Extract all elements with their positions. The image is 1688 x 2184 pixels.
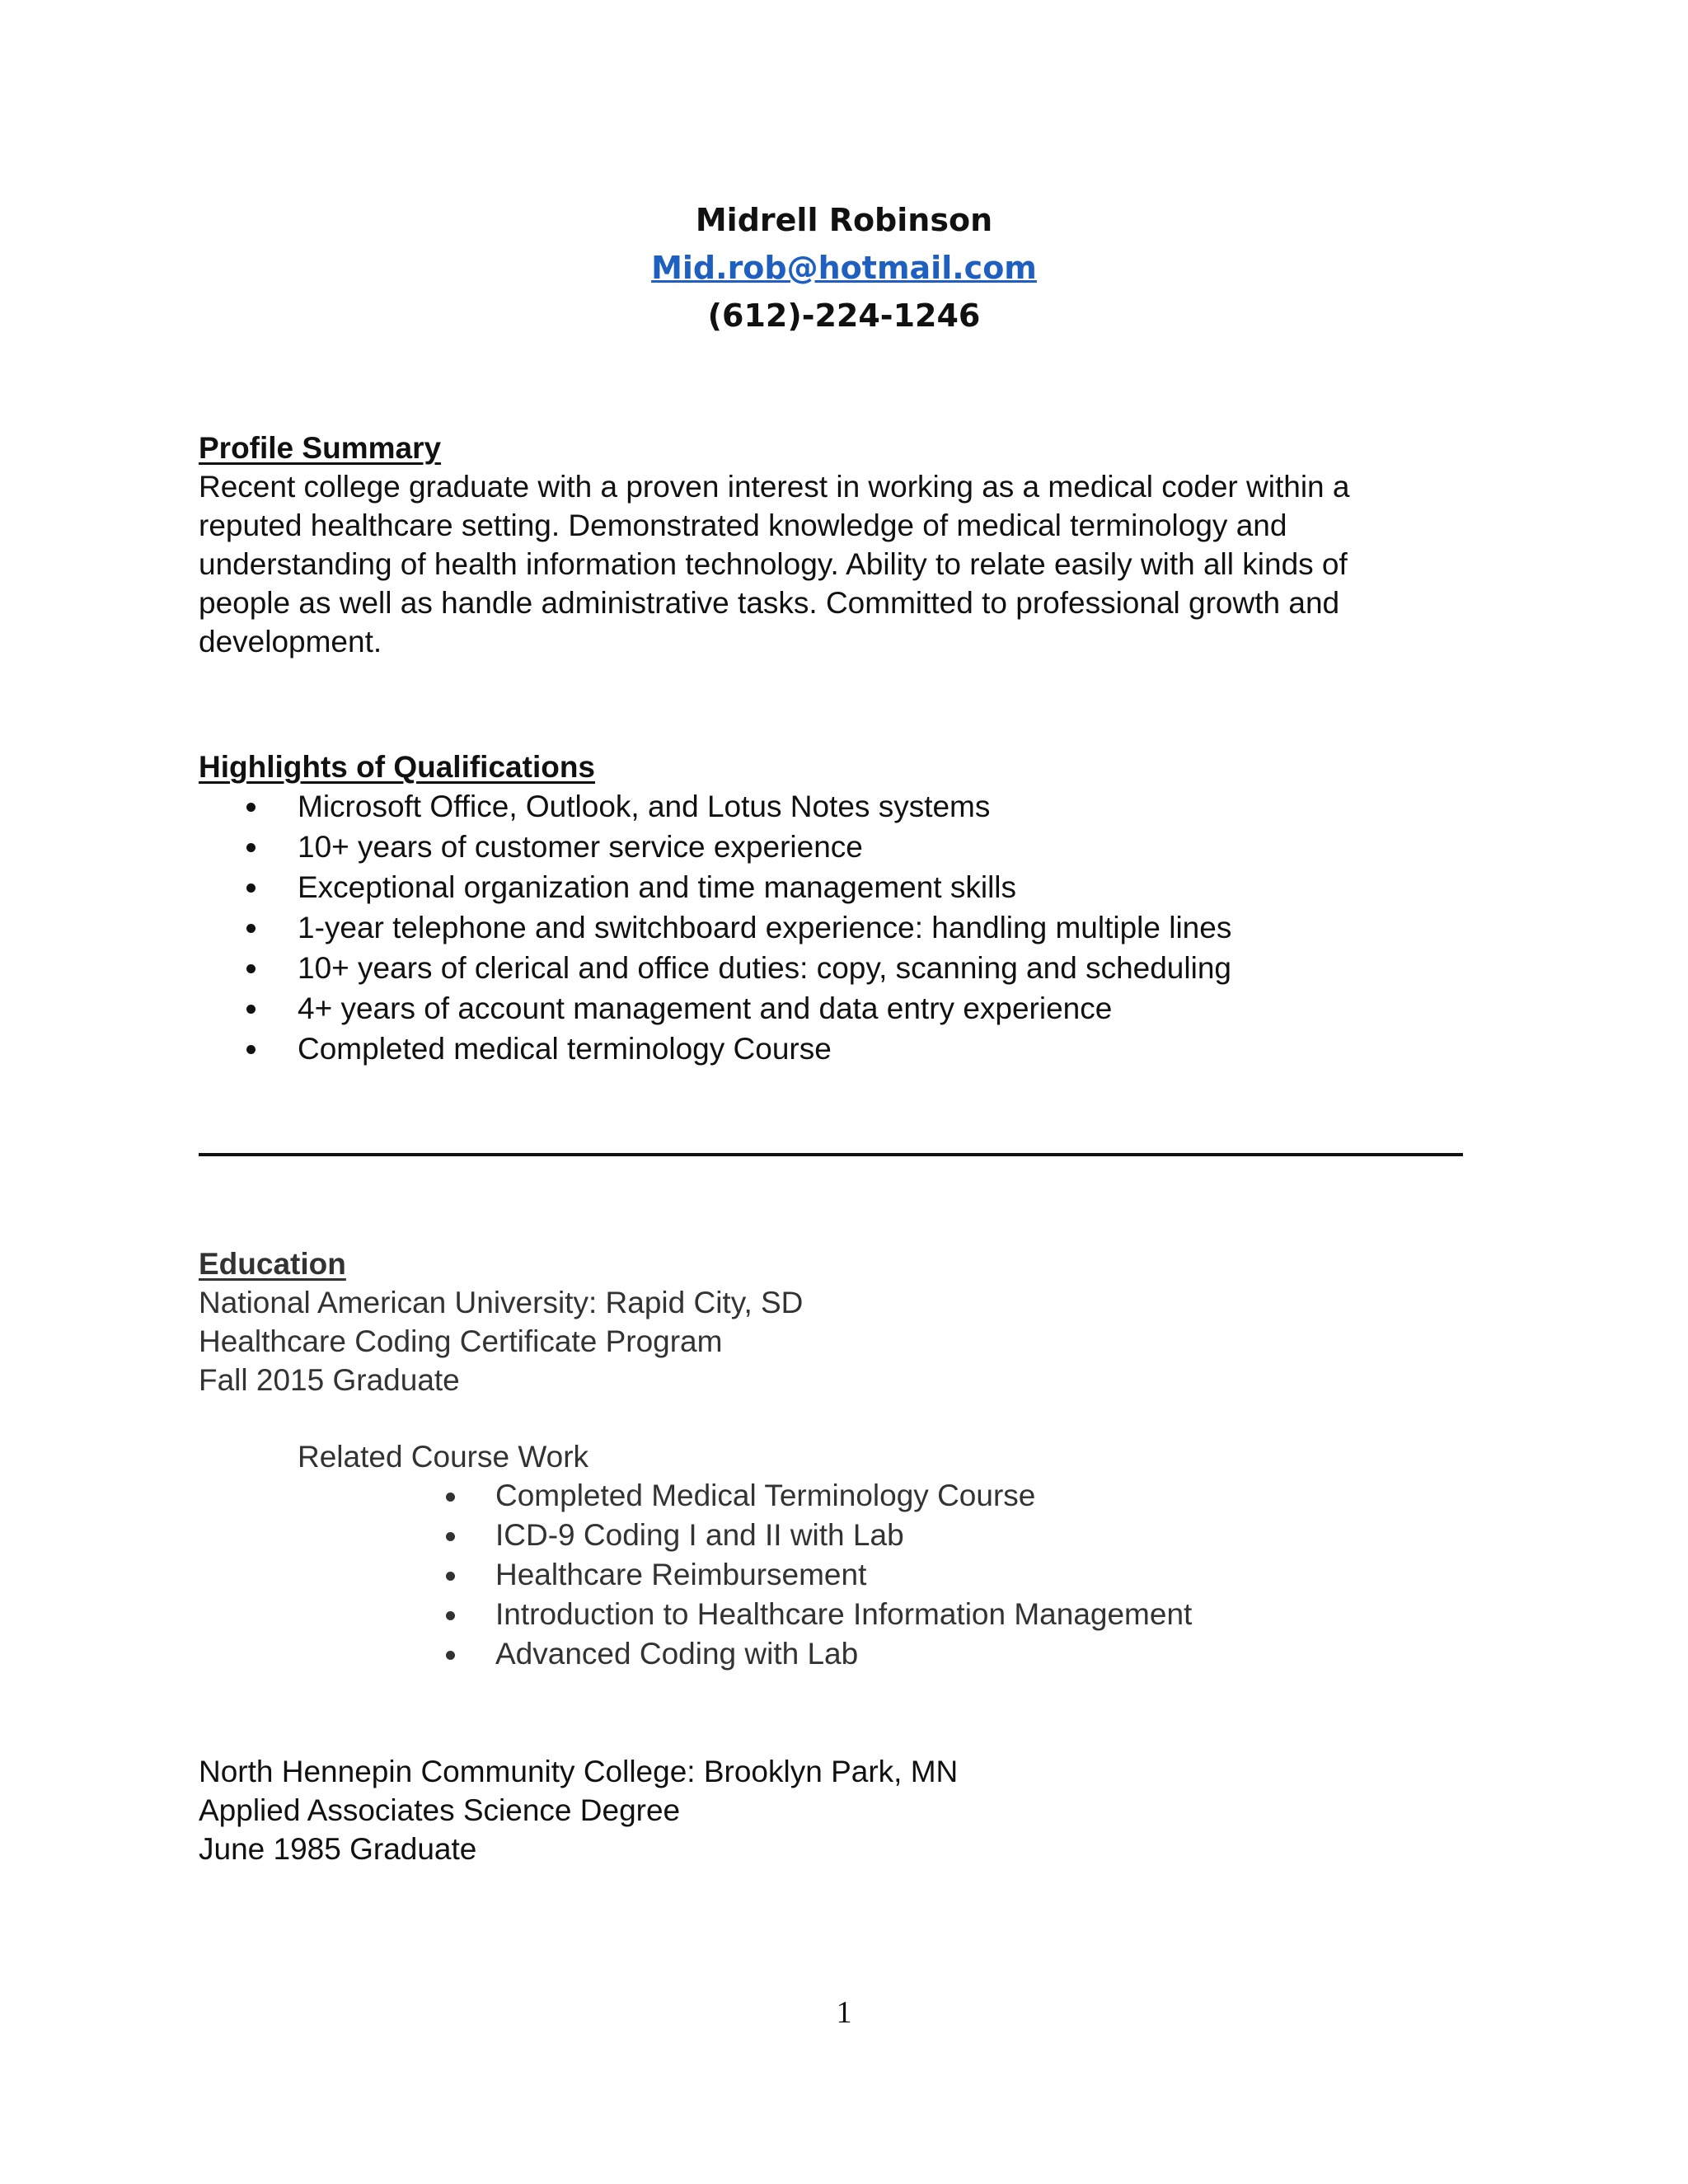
horizontal-divider [199, 1153, 1463, 1156]
school-graduation: June 1985 Graduate [199, 1832, 477, 1866]
profile-summary-text [199, 467, 1484, 661]
section-title-profile-summary: Profile Summary [199, 431, 442, 465]
bullet-icon [246, 803, 256, 812]
list-item [199, 827, 1484, 867]
bullet-icon [246, 924, 256, 933]
list-item-text: 1-year telephone and switchboard experience: handling multiple lines [298, 911, 1232, 944]
list-item-text: Exceptional organization and time management skills [298, 870, 1017, 904]
list-item-text: 10+ years of clerical and office duties: copy, scanning and scheduling [298, 951, 1231, 985]
bullet-icon [246, 883, 256, 893]
list-item [199, 1555, 1484, 1595]
school-name: North Hennepin Community College: Brooklyn Park, MN [199, 1755, 959, 1788]
bullet-icon [246, 1045, 256, 1054]
list-item [199, 786, 1484, 827]
list-item [199, 1029, 1484, 1069]
coursework-label: Related Course Work [298, 1440, 589, 1474]
qualifications-list [199, 786, 1484, 1069]
resume-header [0, 196, 1688, 340]
phone-number: (612)-224-1246 [707, 298, 981, 334]
profile-line: development. [199, 625, 382, 658]
list-item [199, 1634, 1484, 1674]
list-item [199, 907, 1484, 948]
education-school2 [199, 1752, 1484, 1868]
bullet-icon [446, 1532, 455, 1541]
bullet-icon [246, 843, 256, 852]
education-section [199, 1244, 1484, 1674]
list-item-text: Completed medical terminology Course [298, 1032, 832, 1066]
list-item-text: Healthcare Reimbursement [495, 1558, 867, 1591]
coursework-list [199, 1476, 1484, 1674]
list-item-text: 10+ years of customer service experience [298, 830, 863, 864]
section-title-education: Education [199, 1247, 346, 1281]
list-item [199, 867, 1484, 907]
bullet-icon [446, 1572, 455, 1581]
bullet-icon [446, 1651, 455, 1660]
school-name: National American University: Rapid City, SD [199, 1286, 804, 1319]
school-program: Applied Associates Science Degree [199, 1793, 681, 1827]
school-program: Healthcare Coding Certificate Program [199, 1324, 723, 1358]
page-number: 1 [836, 1995, 852, 2030]
list-item-text: ICD-9 Coding I and II with Lab [495, 1518, 904, 1552]
school-graduation: Fall 2015 Graduate [199, 1363, 460, 1397]
qualifications-section [199, 748, 1484, 1069]
list-item-text: 4+ years of account management and data entry experience [298, 991, 1113, 1025]
profile-line: reputed healthcare setting. Demonstrated knowledge of medical terminology and [199, 509, 1287, 542]
bullet-icon [246, 1005, 256, 1014]
profile-line: people as well as handle administrative tasks. Committed to professional growth and [199, 586, 1340, 620]
section-title-qualifications: Highlights of Qualifications [199, 750, 595, 784]
list-item-text: Microsoft Office, Outlook, and Lotus Notes systems [298, 790, 991, 823]
list-item [199, 1595, 1484, 1634]
list-item [199, 1516, 1484, 1555]
profile-summary-section [199, 429, 1484, 661]
list-item-text: Advanced Coding with Lab [495, 1637, 859, 1671]
list-item-text: Introduction to Healthcare Information Management [495, 1597, 1193, 1631]
list-item [199, 1476, 1484, 1516]
list-item [199, 988, 1484, 1029]
profile-line: understanding of health information technology. Ability to relate easily with all kinds of [199, 547, 1348, 581]
email-link[interactable]: Mid.rob@hotmail.com [651, 250, 1037, 286]
candidate-name: Midrell Robinson [695, 202, 993, 238]
list-item [199, 948, 1484, 988]
bullet-icon [446, 1493, 455, 1502]
list-item-text: Completed Medical Terminology Course [495, 1479, 1036, 1512]
bullet-icon [446, 1611, 455, 1620]
bullet-icon [246, 964, 256, 973]
profile-line: Recent college graduate with a proven interest in working as a medical coder within a [199, 470, 1350, 504]
